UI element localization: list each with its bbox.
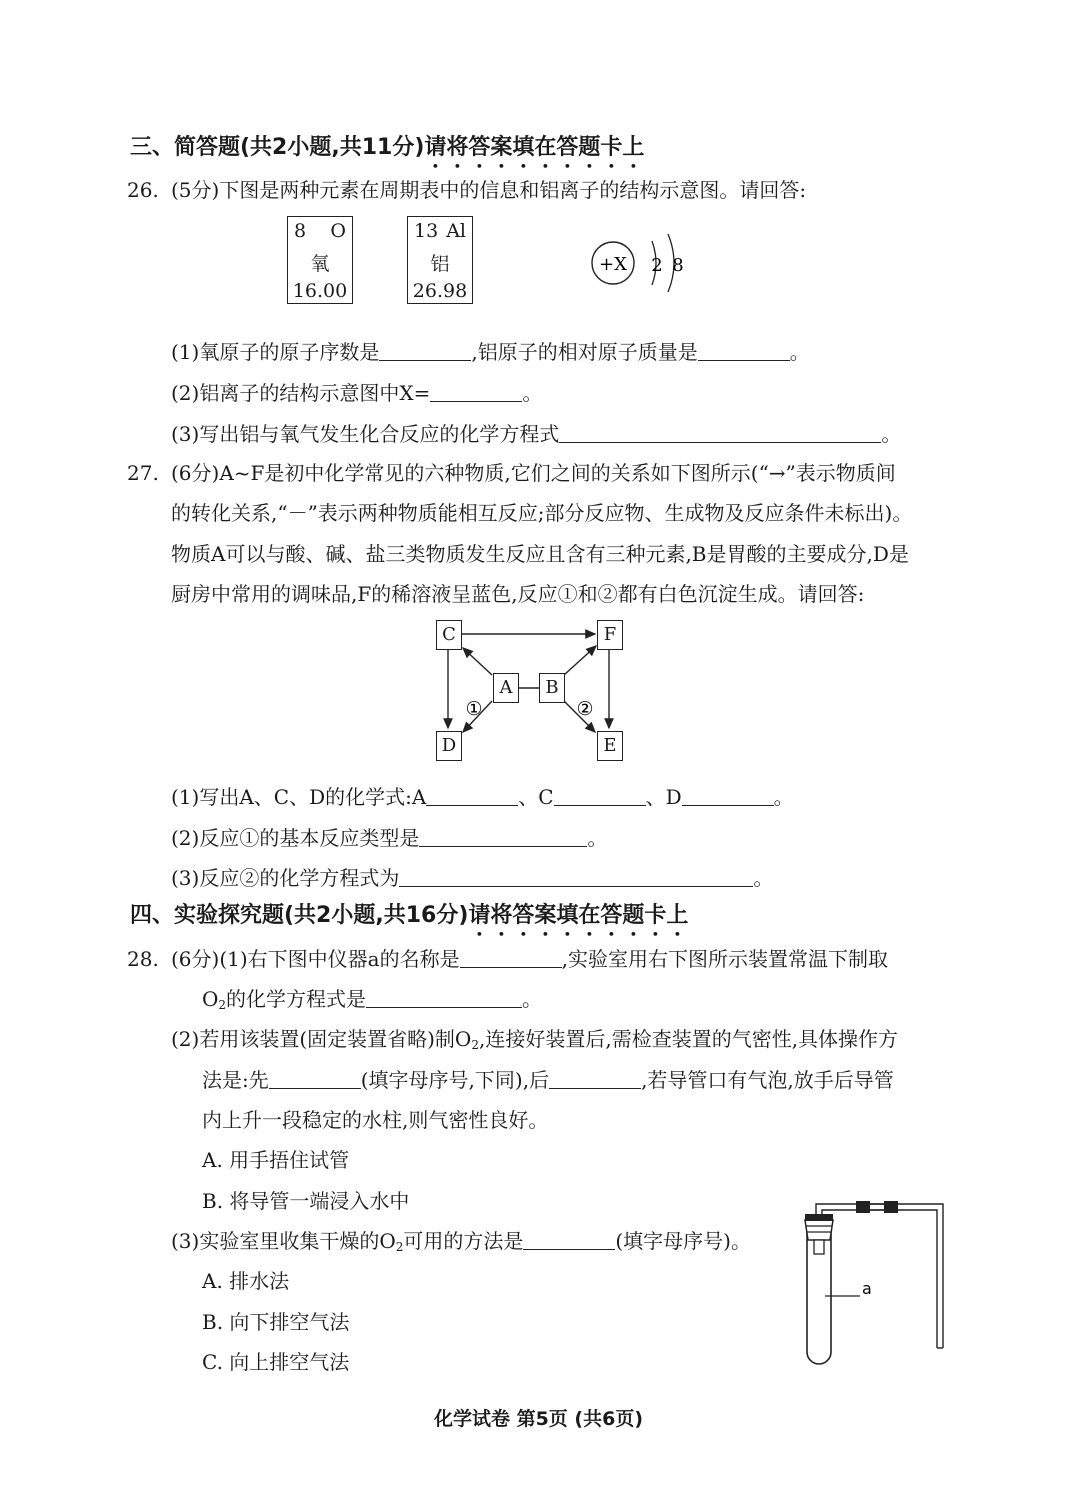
section3-heading <box>130 134 644 173</box>
q28-line3 <box>171 1025 898 1053</box>
aluminum-atomic-number: 13 <box>414 220 439 242</box>
q26-p1-text-c: 。 <box>789 340 810 364</box>
q28-number: 28. <box>127 947 159 971</box>
node-c: C <box>436 620 462 650</box>
q28-l2-subscript: 2 <box>218 998 227 1012</box>
q28-l6-text-c: (填字母序号)。 <box>615 1229 751 1253</box>
q28-line4 <box>202 1066 894 1094</box>
q28-l6-subscript: 2 <box>395 1240 404 1254</box>
answer-blank[interactable] <box>549 1068 641 1089</box>
q26-p1-text-b: ,铝原子的相对原子质量是 <box>471 340 698 364</box>
q26-p3-text-b: 。 <box>881 422 902 446</box>
node-e: E <box>597 731 623 761</box>
q27-p2-text-a: (2)反应①的基本反应类型是 <box>171 826 420 850</box>
q28-l2-text-b: 的化学方程式是 <box>226 987 367 1011</box>
oxygen-name: 氧 <box>310 253 330 275</box>
q28-q3-option-a: A. 排水法 <box>202 1269 290 1293</box>
answer-blank[interactable] <box>523 1229 615 1250</box>
section4-heading <box>130 902 688 941</box>
q26-stem <box>127 176 806 204</box>
answer-blank[interactable] <box>419 826 587 847</box>
q28-l3-subscript: 2 <box>471 1038 479 1052</box>
oxygen-mass: 16.00 <box>292 280 348 302</box>
reaction-1-label: ① <box>465 698 483 720</box>
q28-line6 <box>171 1227 751 1255</box>
q28-l1-text-b: ,实验室用右下图所示装置常温下制取 <box>561 947 888 971</box>
q28-l2-text-c: 。 <box>522 987 543 1011</box>
answer-blank[interactable] <box>426 785 518 806</box>
q26-part3 <box>171 420 901 448</box>
q26-stem-text: (5分)下图是两种元素在周期表中的信息和铝离子的结构示意图。请回答: <box>171 178 807 202</box>
q28-q3-option-b: B. 向下排空气法 <box>202 1310 350 1334</box>
q27-p2-text-b: 。 <box>587 826 608 850</box>
node-b: B <box>539 673 565 703</box>
rubber-stopper <box>805 1220 833 1240</box>
test-tube-apparatus <box>796 1192 956 1374</box>
q28-option-b: B. 将导管一端浸入水中 <box>202 1189 410 1213</box>
arrow-b-to-f <box>564 646 596 675</box>
node-f: F <box>597 620 623 650</box>
q28-q3-option-c: C. 向上排空气法 <box>202 1350 350 1374</box>
oxygen-atomic-number: 8 <box>294 220 307 242</box>
q28-l6-text-b: 可用的方法是 <box>403 1229 524 1253</box>
answer-blank[interactable] <box>430 381 522 402</box>
section3-title: 三、简答题(共2小题,共11分) <box>130 135 425 160</box>
apparatus-label-a: a <box>862 1279 872 1298</box>
answer-blank[interactable] <box>269 1068 361 1089</box>
answer-blank[interactable] <box>460 947 562 968</box>
q27-number: 27. <box>127 461 159 485</box>
answer-blank[interactable] <box>366 987 522 1008</box>
q28-l3-text-a: (2)若用该装置(固定装置省略)制O <box>171 1027 472 1051</box>
answer-blank[interactable] <box>554 785 646 806</box>
q27-p3-text-a: (3)反应②的化学方程式为 <box>171 866 400 890</box>
q27-part2 <box>171 824 607 852</box>
aluminum-symbol: Al <box>446 220 466 242</box>
q27-p3-text-b: 。 <box>753 866 774 890</box>
page-footer: 化学试卷 第5页 (共6页) <box>433 1408 644 1430</box>
q28-line5: 内上升一段稳定的水柱,则气密性良好。 <box>202 1108 549 1132</box>
q28-l1-text-a: (6分)(1)右下图中仪器a的名称是 <box>171 947 460 971</box>
node-d: D <box>436 731 462 761</box>
section3-note: 请将答案填在答题卡上 <box>424 135 645 160</box>
arrow-a-to-c <box>463 648 492 675</box>
q27-p1-text-b: 、C <box>518 785 554 809</box>
q28-option-a: A. 用手捂住试管 <box>202 1148 350 1172</box>
q27-p1-text-a: (1)写出A、C、D的化学式:A <box>171 785 427 809</box>
oxygen-element-card <box>287 216 353 304</box>
answer-blank[interactable] <box>682 785 774 806</box>
q28-l2-text-a: O <box>202 987 219 1011</box>
shell-2-electrons: 8 <box>672 255 684 276</box>
q28-l6-text-a: (3)实验室里收集干燥的O <box>171 1229 396 1253</box>
q27-p1-text-c: 、D <box>645 785 682 809</box>
aluminum-name: 铝 <box>430 253 450 275</box>
node-a: A <box>493 673 519 703</box>
q27-part3 <box>171 864 773 892</box>
aluminum-ion-diagram <box>586 226 696 302</box>
q28-line2 <box>202 985 542 1013</box>
aluminum-mass: 26.98 <box>412 280 468 302</box>
q28-l4-text-a: 法是:先 <box>202 1068 269 1092</box>
answer-blank[interactable] <box>399 866 753 887</box>
q28-l4-text-c: ,若导管口有气泡,放手后导管 <box>641 1068 894 1092</box>
shell-1-electrons: 2 <box>651 255 663 276</box>
oxygen-symbol: O <box>330 220 346 242</box>
q27-p1-text-d: 。 <box>773 785 794 809</box>
q26-p2-text-a: (2)铝离子的结构示意图中X= <box>171 381 431 405</box>
q27-line1 <box>127 459 896 487</box>
q27-line2: 的转化关系,“－”表示两种物质能相互反应;部分反应物、生成物及反应条件未标出)。 <box>171 501 913 525</box>
section4-title: 四、实验探究题(共2小题,共16分) <box>130 903 469 928</box>
q27-part1 <box>171 783 794 811</box>
rubber-connector <box>884 1201 898 1213</box>
q28-l3-text-b: ,连接好装置后,需检查装置的气密性,具体操作方 <box>478 1027 899 1051</box>
q26-p1-text-a: (1)氧原子的原子序数是 <box>171 340 380 364</box>
q27-line1-text: (6分)A~F是初中化学常见的六种物质,它们之间的关系如下图所示(“→”表示物质间 <box>171 461 896 485</box>
q28-l4-text-b: (填字母序号,下同),后 <box>360 1068 550 1092</box>
q26-part2 <box>171 379 542 407</box>
q28-line1 <box>127 945 888 973</box>
answer-blank[interactable] <box>379 340 471 361</box>
rubber-connector <box>856 1201 870 1213</box>
q27-line4: 厨房中常用的调味品,F的稀溶液呈蓝色,反应①和②都有白色沉淀生成。请回答: <box>171 582 865 606</box>
nucleus-charge: +X <box>599 254 627 275</box>
q27-line3: 物质A可以与酸、碱、盐三类物质发生反应且含有三种元素,B是胃酸的主要成分,D是 <box>171 542 909 566</box>
answer-blank[interactable] <box>698 340 790 361</box>
aluminum-element-card <box>407 216 473 304</box>
stopper-top <box>805 1214 833 1221</box>
answer-blank[interactable] <box>559 422 881 443</box>
section4-note: 请将答案填在答题卡上 <box>468 903 689 928</box>
reaction-2-label: ② <box>576 698 594 720</box>
q26-p2-text-b: 。 <box>522 381 543 405</box>
q26-part1 <box>171 338 810 366</box>
q26-p3-text-a: (3)写出铝与氧气发生化合反应的化学方程式 <box>171 422 560 446</box>
q26-number: 26. <box>127 178 159 202</box>
